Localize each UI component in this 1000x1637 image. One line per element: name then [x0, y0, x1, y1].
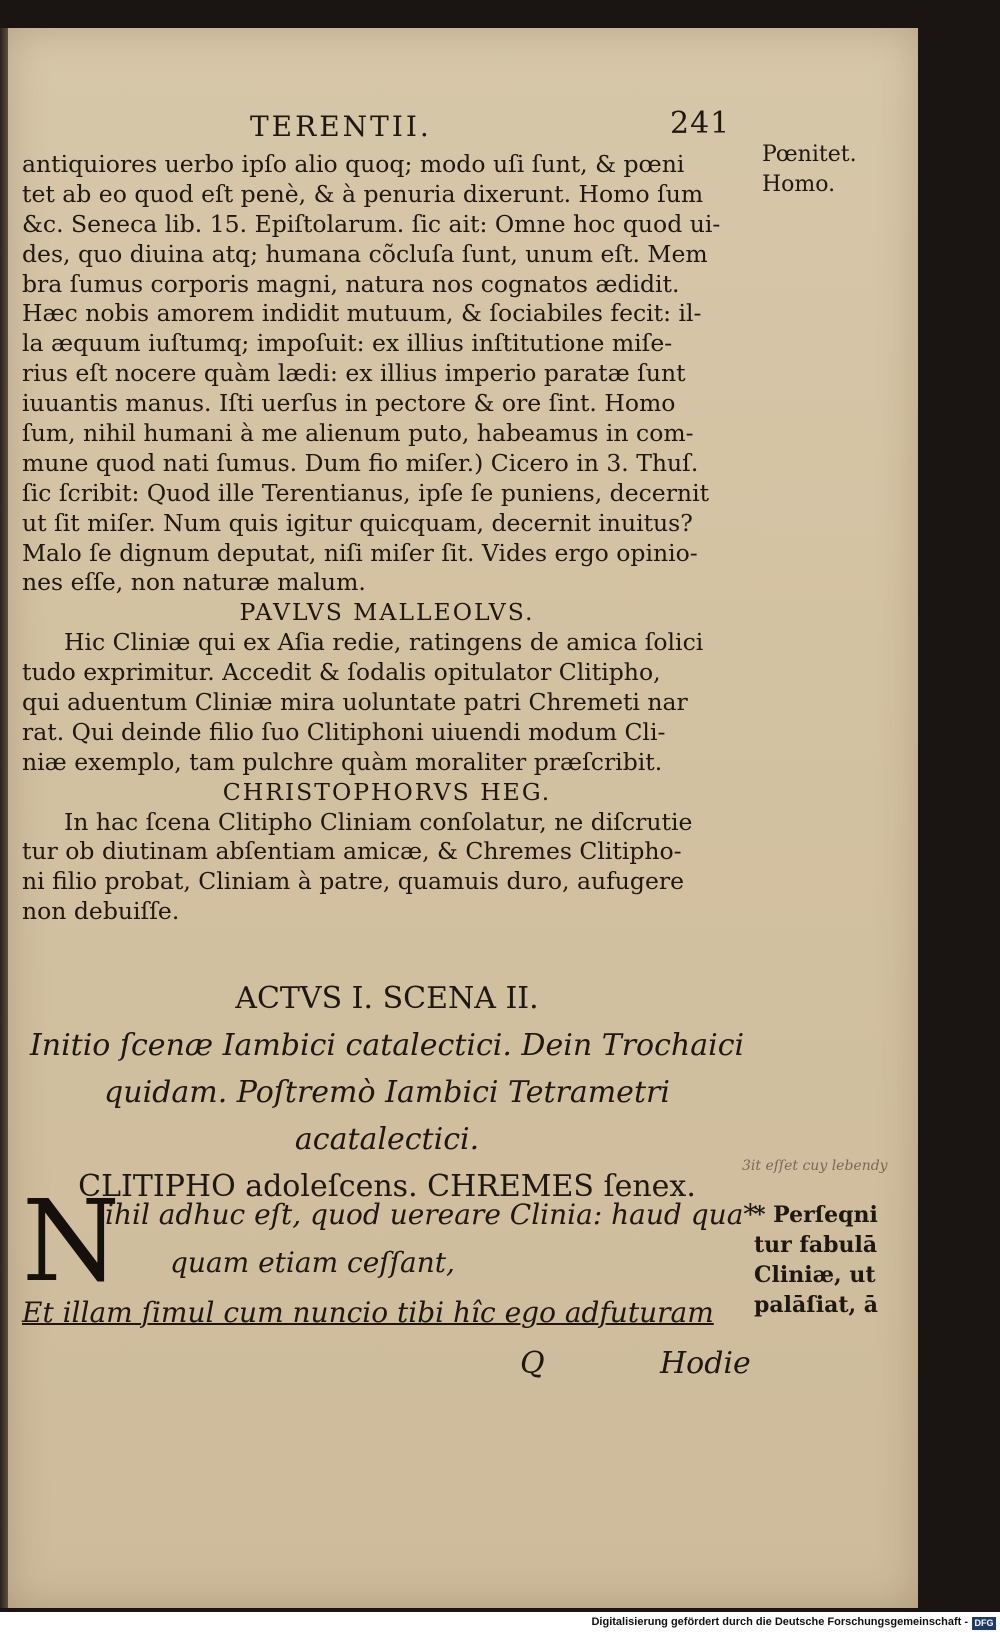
footer-bar: [0, 1612, 1000, 1637]
text-line: rius eſt nocere quàm lædi: ex illius imperio paratæ ſunt: [22, 359, 686, 388]
meter-line: Initio ſcenæ Iambici catalectici. Dein Trochaici: [29, 1028, 745, 1063]
verse-line-3: Et illam ſimul cum nuncio tibi hîc ego adfuturam: [22, 1296, 714, 1329]
running-title: TERENTII.: [250, 110, 432, 143]
margin-note-line: Cliniæ, ut: [754, 1262, 876, 1288]
text-line: ut ſit miſer. Num quis igitur quicquam, decernit inuitus?: [22, 508, 693, 537]
text-line: tudo exprimitur. Accedit & ſodalis opitulator Clitipho,: [22, 658, 661, 687]
signature-mark: Q: [520, 1346, 545, 1381]
text-line: rat. Qui deinde filio ſuo Clitiphoni uiuendi modum Cli-: [22, 717, 666, 746]
text-line: non debuiſſe.: [22, 897, 180, 926]
text-line: tet ab eo quod eſt penè, & à penuria dixerunt. Homo ſum: [22, 179, 704, 208]
margin-note-line: Homo.: [762, 172, 836, 197]
commentary-text: [22, 150, 752, 927]
text-line: la æquum iuſtumq; impoſuit: ex illius inſtitutione miſe-: [22, 329, 673, 358]
text-line: ſic ſcribit: Quod ille Terentianus, ipſe ſe puniens, decernit: [22, 478, 710, 507]
text-line: des, quo diuina atq; humana cõcluſa ſunt, unum eſt. Mem: [22, 239, 708, 268]
text-line: iuuantis manus. Iſti uerſus in pectore & ore ſint. Homo: [22, 389, 676, 418]
text-line: antiquiores uerbo ipſo alio quoq; modo uſi ſunt, & pœni: [22, 150, 685, 178]
handwritten-scribble: 3it eſſet cuy lebendy: [742, 1158, 888, 1174]
text-line: nes eſſe, non naturæ malum.: [22, 568, 366, 597]
text-line: tur ob diutinam abſentiam amicæ, & Chremes Clitipho-: [22, 837, 682, 866]
character-list: CLITIPHO adoleſcens. CHREMES ſenex.: [78, 1169, 696, 1204]
text-line: Hæc nobis amorem indidit mutuum, & ſociabiles fecit: il-: [22, 299, 702, 328]
text-line: ni filio probat, Cliniam à patre, quamuis duro, aufugere: [22, 867, 685, 896]
verse-line-1: ihil adhuc eſt, quod uereare Clinia: haud qua*: [105, 1198, 758, 1231]
text-line: In hac ſcena Clitipho Cliniam conſolatur, ne diſcrutie: [64, 807, 693, 836]
text-line: Hic Cliniæ qui ex Aſia redie, ratingens de amica ſolici: [64, 628, 704, 657]
text-line: &c. Seneca lib. 15. Epiſtolarum. ſic ait: Omne hoc quod ui-: [22, 209, 721, 238]
margin-note-line: * Perſeqni: [754, 1202, 878, 1228]
margin-note-top: [762, 140, 857, 200]
margin-note-line: tur fabulā: [754, 1232, 878, 1258]
text-line: niæ exemplo, tam pulchre quàm moraliter præſcribit.: [22, 747, 663, 776]
text-line: Malo ſe dignum deputat, niſi miſer ſit. Vides ergo opinio-: [22, 538, 698, 567]
margin-note-line: Pœnitet.: [762, 142, 857, 167]
margin-note-line: palāſiat, ā: [754, 1292, 879, 1318]
catchword: Hodie: [660, 1346, 751, 1381]
drop-cap: N: [22, 1177, 120, 1307]
act-scene-block: [22, 975, 752, 1210]
meter-line: quidam. Poſtremò Iambici Tetrametri: [104, 1075, 670, 1110]
page-number: 241: [670, 106, 731, 141]
section-heading-heg: CHRISTOPHORVS HEG.: [222, 777, 552, 806]
text-line: qui aduentum Cliniæ mira uoluntate patri Chremeti nar: [22, 688, 688, 717]
footer-credit: Digitalisierung gefördert durch die Deutsche Forschungsgemeinschaft -: [591, 1616, 968, 1628]
section-heading-malleolus: PAVLVS MALLEOLVS.: [239, 598, 535, 627]
text-line: ſum, nihil humani à me alienum puto, habeamus in com-: [22, 419, 694, 448]
text-line: bra ſumus corporis magni, natura nos cognatos ædidit.: [22, 269, 680, 298]
act-title: ACTVS I. SCENA II.: [235, 981, 539, 1016]
dfg-logo: DFG: [972, 1617, 996, 1630]
verse-line-2: quam etiam ceſſant,: [170, 1246, 455, 1279]
meter-line: acatalectici.: [294, 1122, 480, 1157]
text-line: mune quod nati ſumus. Dum fio miſer.) Cicero in 3. Thuſ.: [22, 448, 699, 477]
margin-note-bottom: [754, 1200, 878, 1320]
